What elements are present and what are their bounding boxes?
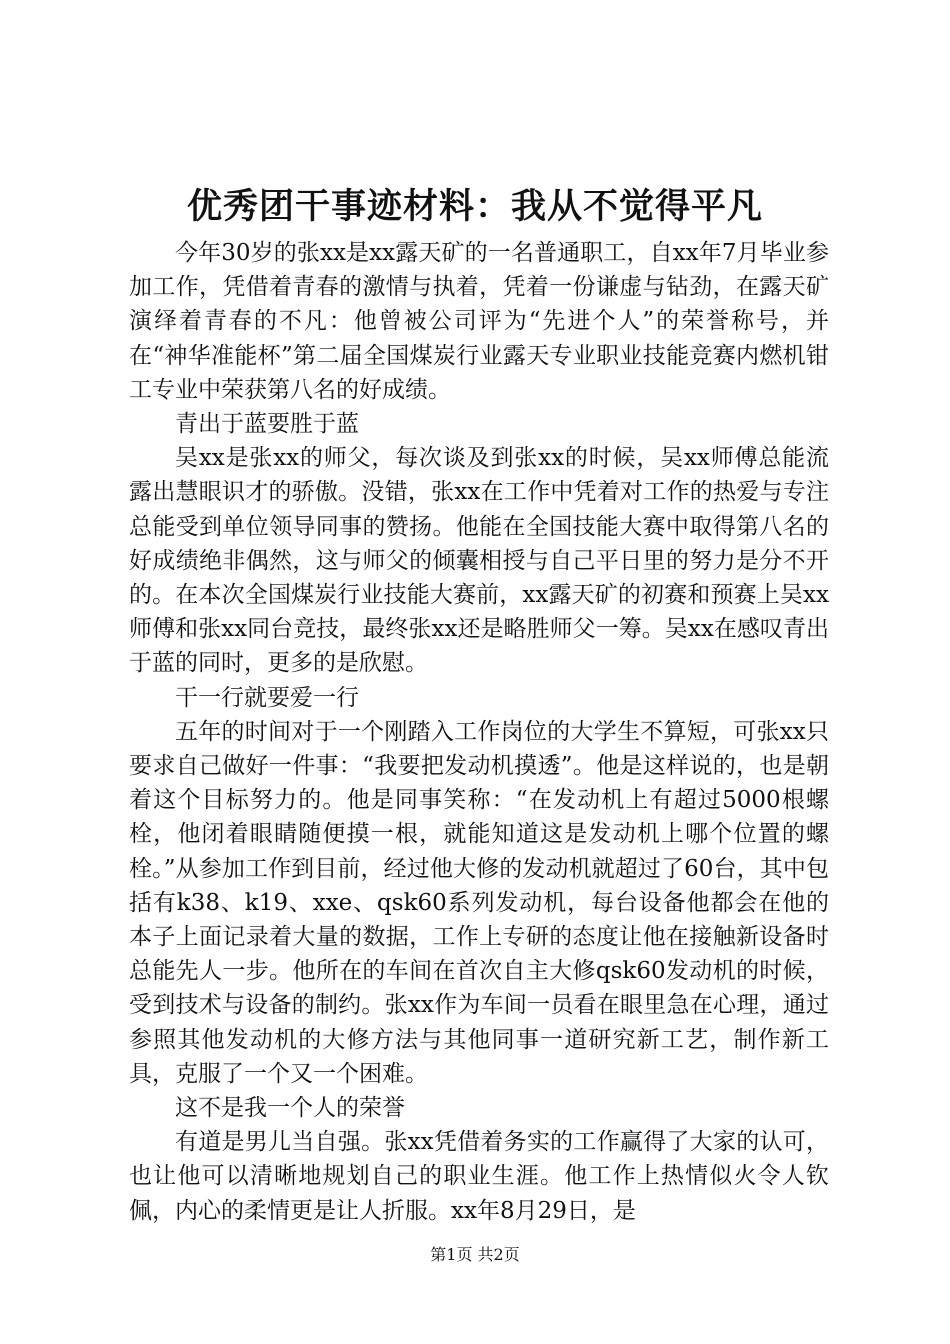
paragraph-master: 吴xx是张xx的师父，每次谈及到张xx的时候，吴xx师傅总能流露出慧眼识才的骄傲。没错，张xx在工作中凭着对工作的热爱与专注总能受到单位领导同事的赞扬。他能在全国技能大赛中取得第八名的好成绩绝非偶然，这与师父的倾囊相授与自己平日里的努力是分不开的。在本次全国煤炭行业技能大赛前，xx露天矿的初赛和预赛上吴xx师傅和张xx同台竞技，最终张xx还是略胜师父一筹。吴xx在感叹青出于蓝的同时，更多的是欣慰。 <box>129 445 829 677</box>
page-footer <box>0 1244 950 1266</box>
section-heading-3: 这不是我一个人的荣誉 <box>175 1095 405 1122</box>
paragraph-honor: 有道是男儿当自强。张xx凭借着务实的工作赢得了大家的认可，也让他可以清晰地规划自己的职业生涯。他工作上热情似火令人钦佩，内心的柔情更是让人折服。xx年8月29日，是 <box>129 1129 829 1224</box>
page-number-label: 第1页 共2页 <box>430 1245 520 1264</box>
document-body <box>129 236 829 1228</box>
paragraph-intro: 今年30岁的张xx是xx露天矿的一名普通职工，自xx年7月毕业参加工作，凭借着青春的激情与执着，凭着一份谦虚与钻劲，在露天矿演绎着青春的不凡：他曾被公司评为“先进个人”的荣誉称号，并在“神华准能杯”第二届全国煤炭行业露天专业职业技能竞赛内燃机钳工专业中荣获第八名的好成绩。 <box>129 240 829 403</box>
section-heading-1: 青出于蓝要胜于蓝 <box>175 411 359 438</box>
document-title: 优秀团干事迹材料：我从不觉得平凡 <box>186 186 763 227</box>
section-heading-2: 干一行就要爱一行 <box>175 684 359 711</box>
paragraph-engine: 五年的时间对于一个刚踏入工作岗位的大学生不算短，可张xx只要求自己做好一件事：“我要把发动机摸透”。他是这样说的，也是朝着这个目标努力的。他是同事笑称：“在发动机上有超过5000根螺栓，他闭着眼睛随便摸一根，就能知道这是发动机上哪个位置的螺栓。”从参加工作到目前，经过他大修的发动机就超过了60台，其中包括有k38、k19、xxe、qsk60系列发动机，每台设备他都会在他的本子上面记录着大量的数据，工作上专研的态度让他在接触新设备时总能先人一步。他所在的车间在首次自主大修qsk60发动机的时候，受到技术与设备的制约。张xx作为车间一员看在眼里急在心理，通过参照其他发动机的大修方法与其他同事一道研究新工艺，制作新工具，克服了一个又一个困难。 <box>129 718 829 1087</box>
